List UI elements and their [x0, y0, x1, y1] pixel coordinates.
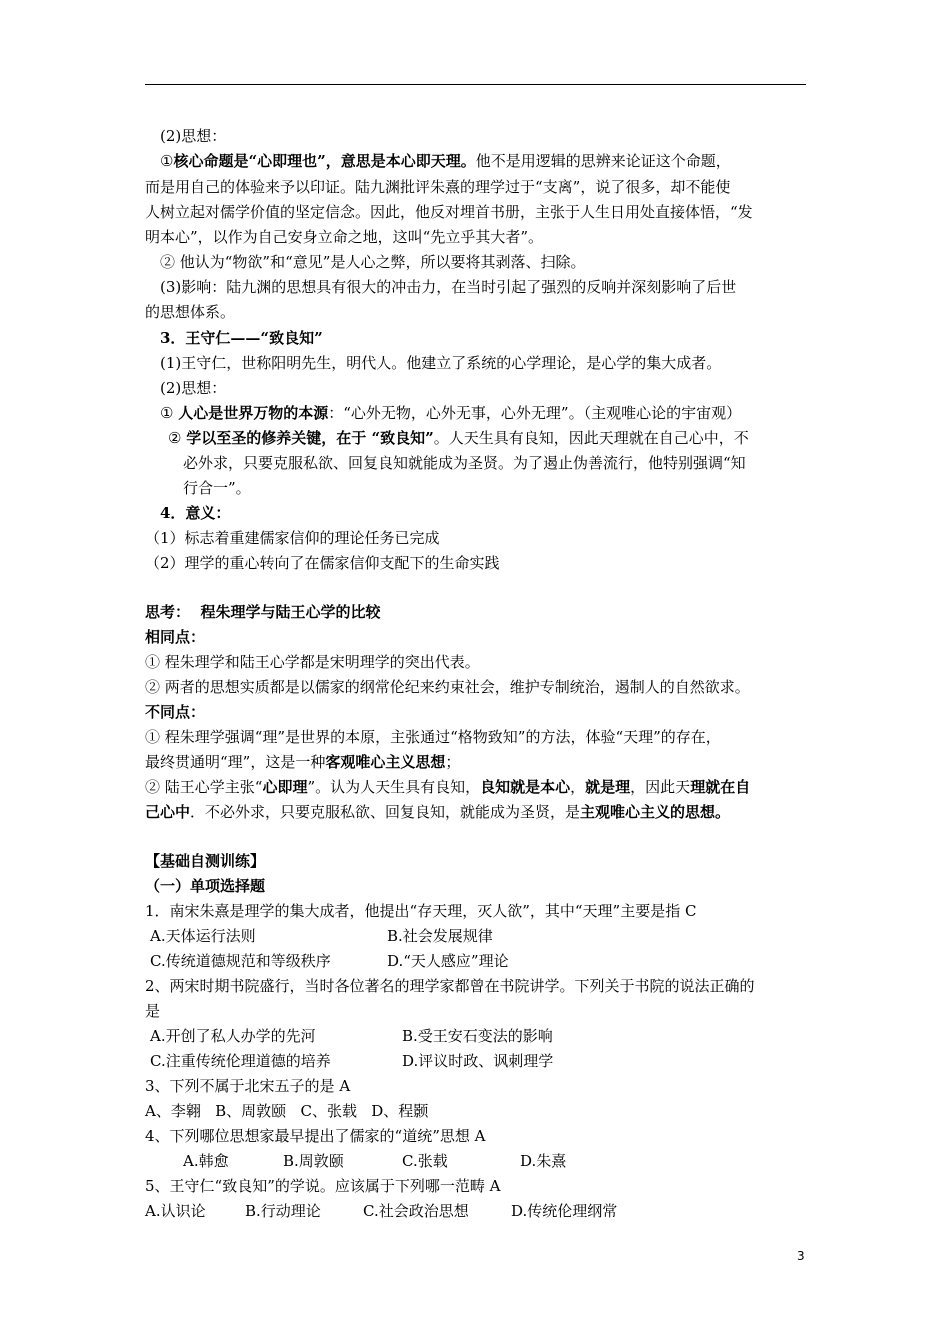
q2-option-d: D.评议时政、讽刺理学: [402, 1052, 554, 1070]
diff-point-2-line-2: 己心中．不必外求，只要克服私欲、回复良知，就能成为圣贤，是主观唯心主义的思想。: [145, 803, 731, 821]
lu-core-line-1: ①核心命题是“心即理也”，意思是本心即天理。他不是用逻辑的思辨来论证这个命题，: [160, 152, 731, 170]
q3-options: A、李翱 B、周敦颐 C、张载 D、程颢: [145, 1102, 429, 1120]
page-number: 3: [797, 1249, 805, 1263]
lu-core-line-4: 明本心”，以作为自己安身立命之地，这叫“先立乎其大者”。: [145, 228, 544, 246]
wang-point-2-line-3: 行合一”。: [183, 479, 251, 497]
lu-core-line-2: 而是用自己的体验来予以印证。陆九渊批评朱熹的理学过于“支离”，说了很多，却不能使: [145, 178, 731, 196]
wang-thought-heading: (2)思想：: [160, 379, 227, 397]
exercise-heading: 【基础自测训练】: [145, 852, 266, 870]
q1-option-a: A.天体运行法则: [150, 927, 256, 945]
q5-option-d: D.传统伦理纲常: [511, 1202, 618, 1220]
significance-item-1: （1）标志着重建儒家信仰的理论任务已完成: [145, 529, 440, 547]
question-5: 5、王守仁“致良知”的学说。应该属于下列哪一范畴 A: [145, 1177, 501, 1195]
same-heading: 相同点：: [145, 628, 206, 646]
q4-option-d: D.朱熹: [520, 1152, 567, 1170]
lu-core-line-3: 人树立起对儒学价值的坚定信念。因此，他反对埋首书册，主张于人生日用处直接体悟，“发: [145, 203, 753, 221]
wang-intro: (1)王守仁，世称阳明先生，明代人。他建立了系统的心学理论，是心学的集大成者。: [160, 354, 722, 372]
q4-option-a: A.韩愈: [183, 1152, 229, 1170]
diff-point-1-line-1: ① 程朱理学强调“理”是世界的本原，主张通过“格物致知”的方法，体验“天理”的存在，: [145, 728, 721, 746]
wang-point-1: ① 人心是世界万物的本源：“心外无物，心外无事，心外无理”。（主观唯心论的宇宙观）: [160, 404, 742, 422]
question-2-line-1: 2、两宋时期书院盛行，当时各位著名的理学家都曾在书院讲学。下列关于书院的说法正确的: [145, 977, 755, 995]
q5-option-c: C.社会政治思想: [363, 1202, 469, 1220]
question-3: 3、下列不属于北宋五子的是 A: [145, 1077, 351, 1095]
q1-option-b: B.社会发展规律: [387, 927, 493, 945]
question-4: 4、下列哪位思想家最早提出了儒家的“道统”思想 A: [145, 1127, 486, 1145]
q2-option-a: A.开创了私人办学的先河: [150, 1027, 316, 1045]
lu-thought-heading: (2)思想：: [160, 127, 227, 145]
same-point-1: ① 程朱理学和陆王心学都是宋明理学的突出代表。: [145, 653, 480, 671]
compare-heading: 思考： 程朱理学与陆王心学的比较: [145, 603, 381, 621]
exercise-subheading: （一）单项选择题: [145, 877, 266, 895]
q2-option-c: C.注重传统伦理道德的培养: [150, 1052, 331, 1070]
q5-option-b: B.行动理论: [245, 1202, 321, 1220]
wang-point-2-line-2: 必外求，只要克服私欲、回复良知就能成为圣贤。为了遏止伪善流行，他特别强调“知: [183, 454, 746, 472]
diff-heading: 不同点：: [145, 703, 206, 721]
header-rule: [145, 84, 806, 85]
wang-heading: 3．王守仁——“致良知”: [160, 329, 323, 347]
significance-item-2: （2）理学的重心转向了在儒家信仰支配下的生命实践: [145, 554, 500, 572]
q5-option-a: A.认识论: [145, 1202, 206, 1220]
question-1: 1．南宋朱熹是理学的集大成者，他提出“存天理，灭人欲”，其中“天理”主要是指 C: [145, 902, 697, 920]
same-point-2: ② 两者的思想实质都是以儒家的纲常伦纪来约束社会，维护专制统治，遏制人的自然欲求。: [145, 678, 750, 696]
q1-option-d: D.“天人感应”理论: [387, 952, 509, 970]
lu-influence-line-1: (3)影响：陆九渊的思想具有很大的冲击力，在当时引起了强烈的反响并深刻影响了后世: [160, 278, 737, 296]
q1-option-c: C.传统道德规范和等级秩序: [150, 952, 331, 970]
wang-point-2-line-1: ② 学以至圣的修养关键，在于 “致良知”。人天生具有良知，因此天理就在自己心中，不: [168, 429, 749, 447]
diff-point-1-line-2: 最终贯通明“理”，这是一种客观唯心主义思想；: [145, 753, 461, 771]
lu-influence-line-2: 的思想体系。: [145, 303, 236, 321]
q2-option-b: B.受王安石变法的影响: [402, 1027, 553, 1045]
lu-desire-line: ② 他认为“物欲”和“意见”是人心之弊，所以要将其剥落、扫除。: [160, 253, 586, 271]
diff-point-2-line-1: ② 陆王心学主张“心即理”。认为人天生具有良知，良知就是本心，就是理，因此天理就在自: [145, 778, 751, 796]
q4-option-c: C.张载: [402, 1152, 448, 1170]
question-2-line-2: 是: [145, 1002, 161, 1020]
significance-heading: 4．意义：: [160, 504, 231, 522]
q4-option-b: B.周敦颐: [283, 1152, 344, 1170]
